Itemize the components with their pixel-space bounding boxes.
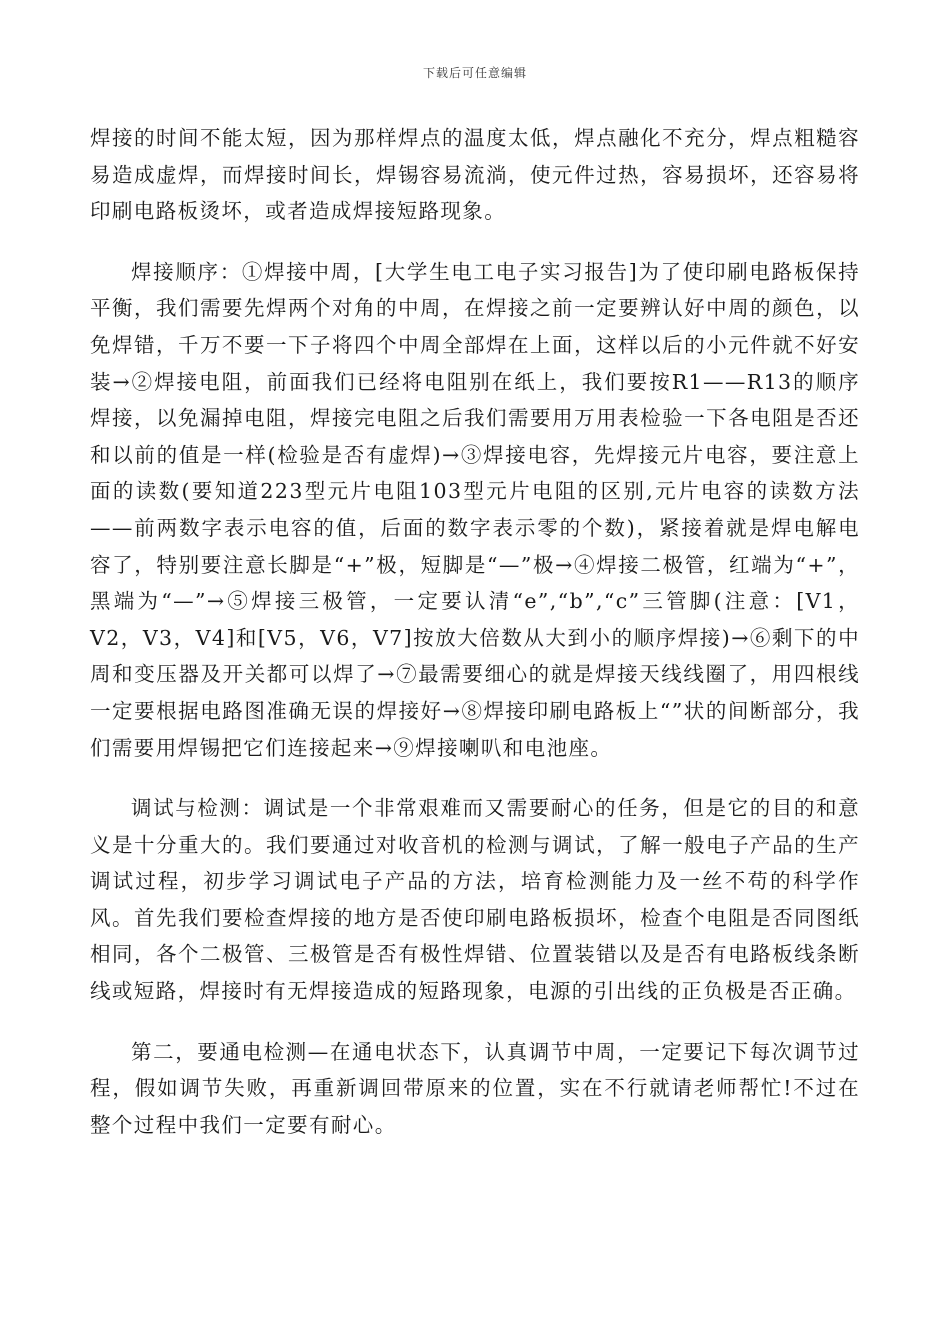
document-body (90, 120, 860, 1165)
paragraph-power-on-test: 第二，要通电检测—在通电状态下，认真调节中周，一定要记下每次调节过程，假如调节失败，再重新调回带原来的位置，实在不行就请老师帮忙!不过在整个过程中我们一定要有耐心。 (90, 1039, 860, 1137)
paragraph-debugging-inspection: 调试与检测：调试是一个非常艰难而又需要耐心的任务，但是它的目的和意义是十分重大的。我们要通过对收音机的检测与调试，了解一般电子产品的生产调试过程，初步学习调试电子产品的方法，培育检测能力及一丝不苟的科学作风。首先我们要检查焊接的地方是否使印刷电路板损坏，检查个电阻是否同图纸相同，各个二极管、三极管是否有极性焊错、位置装错以及是否有电路板线条断线或短路，焊接时有无焊接造成的短路现象，电源的引出线的正负极是否正确。 (90, 796, 860, 1004)
paragraph-soldering-order: 焊接顺序：①焊接中周，[大学生电工电子实习报告]为了使印刷电路板保持平衡，我们需要先焊两个对角的中周，在焊接之前一定要辨认好中周的颜色，以免焊错，千万不要一下子将四个中周全部焊在上面，这样以后的小元件就不好安装→②焊接电阻，前面我们已经将电阻别在纸上，我们要按R1——R13的顺序焊接，以免漏掉电阻，焊接完电阻之后我们需要用万用表检验一下各电阻是否还和以前的值是一样(检验是否有虚焊)→③焊接电容，先焊接元片电容，要注意上面的读数(要知道223型元片电阻103型元片电阻的区别,元片电容的读数方法——前两数字表示电容的值，后面的数字表示零的个数)，紧接着就是焊电解电容了，特别要注意长脚是“+”极，短脚是“—”极→④焊接二极管，红端为“+”，黑端为“—”→⑤焊接三极管，一定要认清“e”,“b”,“c”三管脚(注意：[V1，V2，V3，V4]和[V5，V6，V7]按放大倍数从大到小的顺序焊接)→⑥剩下的中周和变压器及开关都可以焊了→⑦最需要细心的就是焊接天线线圈了，用四根线一定要根据电路图准确无误的焊接好→⑧焊接印刷电路板上“”状的间断部分，我们需要用焊锡把它们连接起来→⑨焊接喇叭和电池座。 (90, 259, 860, 760)
page-header: 下载后可任意编辑 (422, 66, 527, 80)
paragraph-soldering-time: 焊接的时间不能太短，因为那样焊点的温度太低，焊点融化不充分，焊点粗糙容易造成虚焊，而焊接时间长，焊锡容易流淌，使元件过热，容易损坏，还容易将印刷电路板烫坏，或者造成焊接短路现象。 (90, 126, 860, 224)
